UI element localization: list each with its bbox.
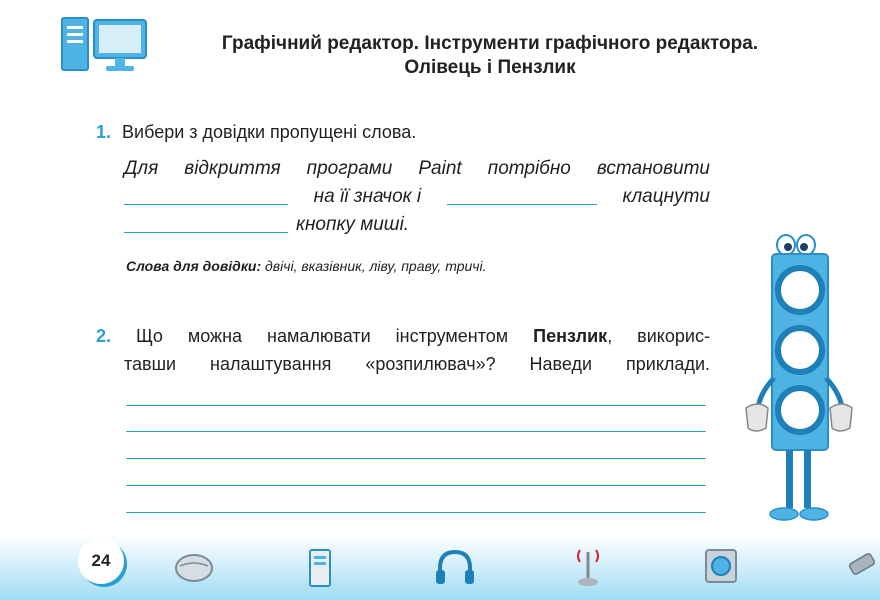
page-number: 24 [78, 538, 124, 584]
q2-line-2: тавши налаштування «розпилювач»? Наведи приклади. [124, 354, 710, 374]
usb-drive-icon [844, 552, 878, 580]
mouse-icon [172, 548, 216, 584]
q1-line-2 [124, 183, 710, 211]
blank-1[interactable] [124, 204, 288, 205]
answer-line-4[interactable] [126, 485, 706, 486]
q2-text-b: , викорис- [607, 326, 710, 346]
q2-text-a: Що можна намалювати інструментом [136, 326, 509, 346]
question-2-number: 2. [96, 326, 112, 346]
question-1-prompt [96, 118, 716, 146]
q1-line-3-text: кнопку миші. [296, 214, 410, 235]
blank-3[interactable] [124, 232, 288, 233]
answer-line-5[interactable] [126, 512, 706, 513]
question-1-text: Вибери з довідки пропущені слова. [122, 122, 417, 142]
q1-line-1: Для відкриття програми Paint потрібно встановити [124, 158, 710, 179]
question-2 [96, 322, 710, 378]
traffic-light-mascot-icon [740, 228, 858, 528]
q1-line-2a: на її значок і [313, 186, 422, 207]
headphones-icon [434, 548, 476, 588]
answer-line-3[interactable] [126, 458, 706, 459]
page-title [150, 32, 830, 80]
answer-line-1[interactable] [126, 405, 706, 406]
hint-label: Слова для довідки: [126, 258, 262, 274]
title-line-1: Графічний редактор. Інструменти графічного редактора. [221, 33, 759, 54]
answer-line-2[interactable] [126, 431, 706, 432]
q2-line-1 [96, 322, 710, 350]
q1-line-2b: клацнути [622, 186, 710, 207]
pc-tower-icon [308, 548, 332, 588]
question-1-body [124, 155, 710, 239]
q1-line-3 [124, 211, 710, 239]
title-line-2: Олівець і Пензлик [404, 57, 576, 78]
antenna-icon [572, 546, 604, 588]
speaker-icon [704, 548, 738, 584]
computer-icon [60, 16, 150, 74]
hint-list: двічі, вказівник, ліву, праву, тричі. [265, 258, 487, 274]
hint-words [126, 258, 487, 274]
q2-tool-name: Пензлик [533, 326, 608, 346]
question-1-number: 1. [96, 122, 112, 142]
blank-2[interactable] [447, 204, 597, 205]
